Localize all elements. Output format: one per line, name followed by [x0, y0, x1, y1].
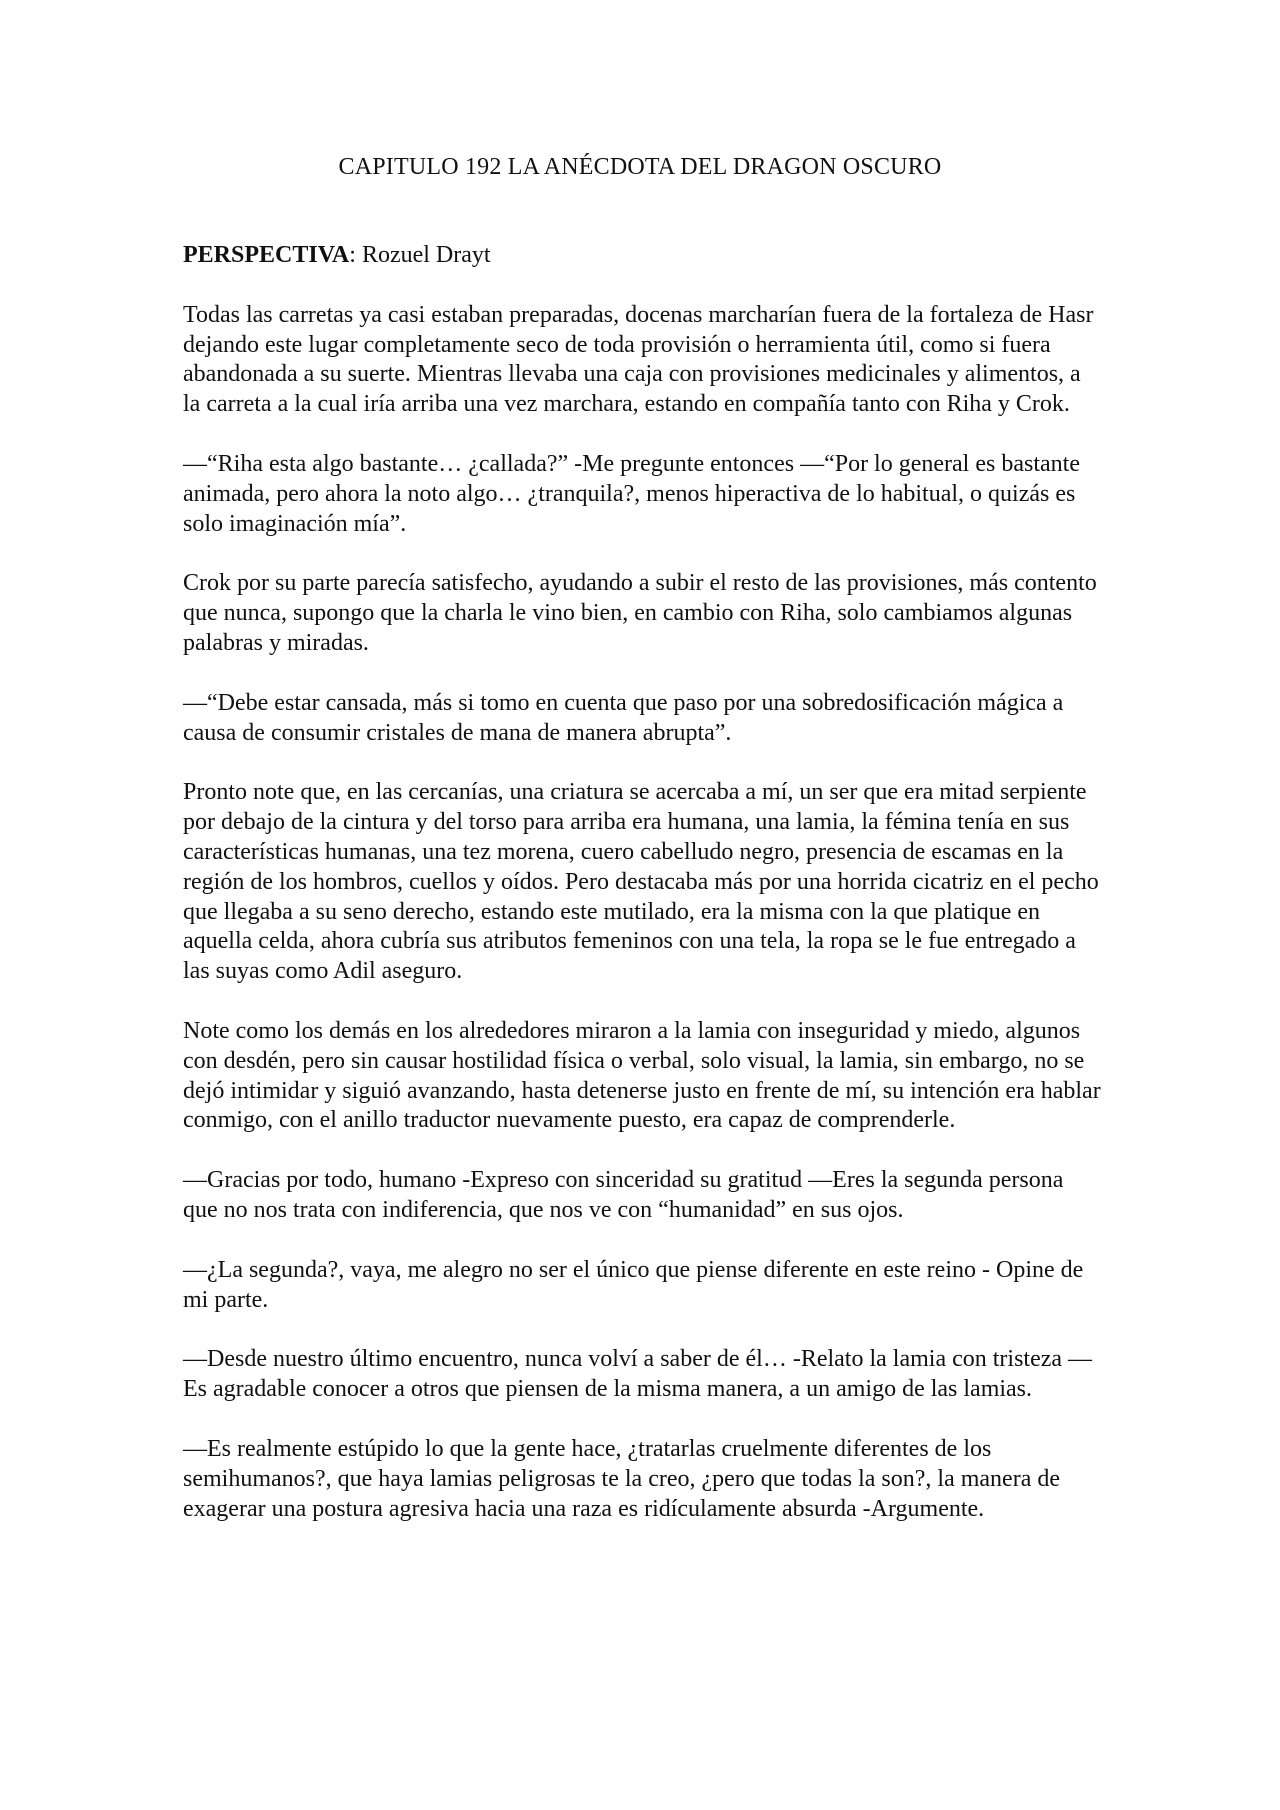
perspective-label: PERSPECTIVA [183, 242, 350, 268]
perspective-separator: : [349, 242, 362, 268]
paragraph: —“Debe estar cansada, más si tomo en cuenta que paso por una sobredosificación mágica a causa de consumir cristales de mana de manera abrupta”. [183, 689, 1064, 746]
paragraph: —“Riha esta algo bastante… ¿callada?” -Me pregunte entonces —“Por lo general es bastante animada, pero ahora la noto algo… ¿tranquila?, menos hiperactiva de lo habitual, o quizás es solo imaginación mía”. [183, 450, 1080, 537]
paragraph: Pronto note que, en las cercanías, una criatura se acercaba a mí, un ser que era mitad serpiente por debajo de la cintura y del torso para arriba era humana, una lamia, la fémina tenía en sus características humanas, una tez morena, cuero cabelludo negro, presencia de escamas en la región de los hombros, cuellos y oídos. Pero destacaba más por una horrida cicatriz en el pecho que llegaba a su seno derecho, estando este mutilado, era la misma con la que platique en aquella celda, ahora cubría sus atributos femeninos con una tela, la ropa se le fue entregado a las suyas como Adil aseguro. [183, 779, 1099, 985]
paragraph: Crok por su parte parecía satisfecho, ayudando a subir el resto de las provisiones, más contento que nunca, supongo que la charla le vino bien, en cambio con Riha, solo cambiamos algunas palabras y miradas. [183, 570, 1097, 656]
paragraph: —Gracias por todo, humano -Expreso con sinceridad su gratitud —Eres la segunda persona que no nos trata con indiferencia, que nos ve con “humanidad” en sus ojos. [183, 1167, 1064, 1223]
paragraph: —Es realmente estúpido lo que la gente hace, ¿tratarlas cruelmente diferentes de los semihumanos?, que haya lamias peligrosas te la creo, ¿pero que todas la son?, la manera de exagerar una postura agresiva hacia una raza es ridículamente absurda -Argumente. [183, 1435, 1061, 1522]
paragraph: Todas las carretas ya casi estaban preparadas, docenas marcharían fuera de la fortaleza de Hasr dejando este lugar completamente seco de toda provisión o herramienta útil, como si fuera abandonada a su suerte. Mientras llevaba una caja con provisiones medicinales y alimentos, a la carreta a la cual iría arriba una vez marchara, estando en compañía tanto con Riha y Crok. [183, 301, 1094, 418]
paragraph: —Desde nuestro último encuentro, nunca volví a saber de él… -Relato la lamia con tristeza —Es agradable conocer a otros que piensen de la misma manera, a un amigo de las lamias. [183, 1346, 1093, 1403]
perspective-line [183, 241, 1103, 271]
document-body [183, 241, 1103, 1554]
paragraph: Note como los demás en los alrededores miraron a la lamia con inseguridad y miedo, algunos con desdén, pero sin causar hostilidad física o verbal, solo visual, la lamia, sin embargo, no se dejó intimidar y siguió avanzando, hasta detenerse justo en frente de mí, su intención era hablar conmigo, con el anillo traductor nuevamente puesto, era capaz de comprenderle. [183, 1017, 1101, 1134]
chapter-title: CAPITULO 192 LA ANÉCDOTA DEL DRAGON OSCURO [338, 154, 942, 180]
paragraph: —¿La segunda?, vaya, me alegro no ser el único que piense diferente en este reino - Opine de mi parte. [183, 1256, 1084, 1313]
perspective-value: Rozuel Drayt [361, 242, 491, 268]
